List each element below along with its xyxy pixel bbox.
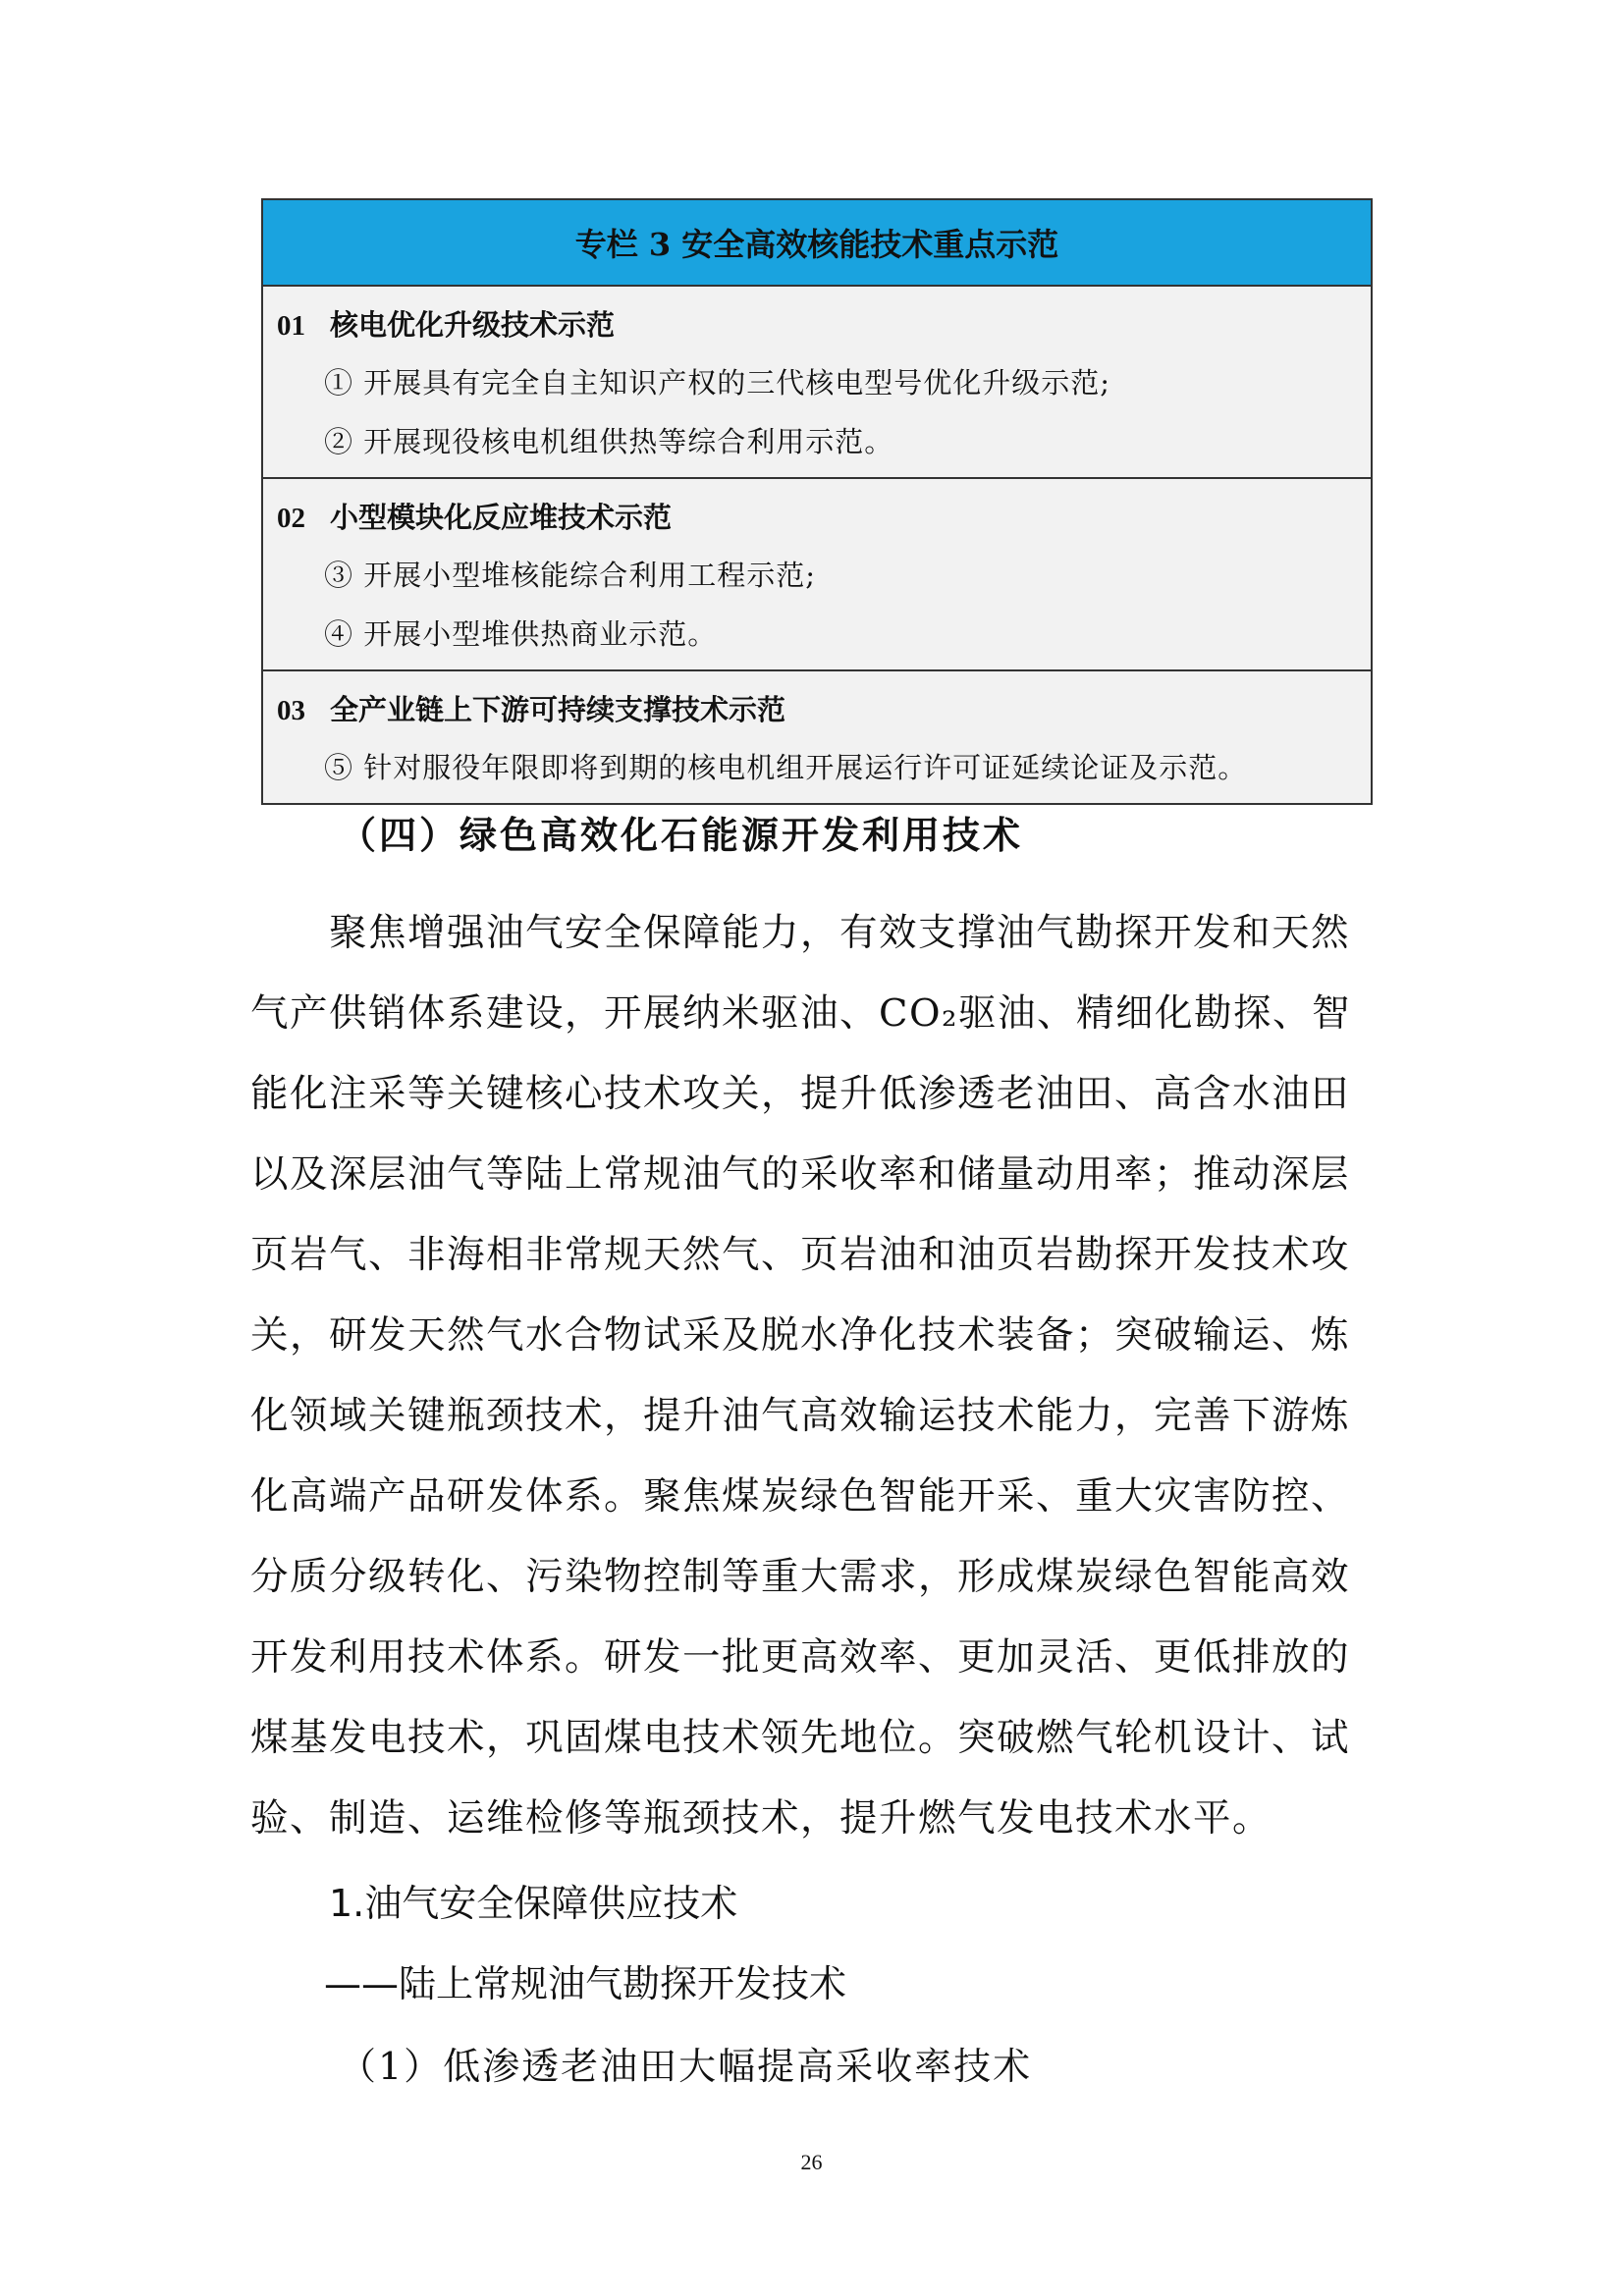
column-section-1 — [263, 287, 1371, 479]
body-line: 以及深层油气等陆上常规油气的采收率和储量动用率；推动深层 — [250, 1152, 1351, 1197]
subheading-3: （1）低渗透老油田大幅提高采收率技术 — [339, 2045, 1033, 2088]
body-line: 煤基发电技术，巩固煤电技术领先地位。突破燃气轮机设计、试 — [250, 1716, 1351, 1760]
column-section-3 — [263, 671, 1371, 803]
column-section-2 — [263, 479, 1371, 671]
section-heading-4: （四）绿色高效化石能源开发利用技术 — [339, 813, 1024, 857]
body-line: 能化注采等关键核心技术攻关，提升低渗透老油田、高含水油田 — [250, 1072, 1351, 1116]
section-heading — [263, 681, 1371, 738]
body-line: 验、制造、运维检修等瓶颈技术，提升燃气发电技术水平。 — [250, 1796, 1272, 1841]
section-item: ③ 开展小型堆核能综合利用工程示范; — [324, 559, 816, 592]
body-line: 页岩气、非海相非常规天然气、页岩油和油页岩勘探开发技术攻 — [250, 1233, 1351, 1277]
column-box — [261, 198, 1373, 805]
section-number: 01 — [277, 310, 305, 342]
subheading-2: ——陆上常规油气勘探开发技术 — [324, 1962, 847, 2005]
body-paragraph — [250, 893, 1389, 1859]
section-title: 小型模块化反应堆技术示范 — [330, 501, 673, 534]
section-heading — [263, 489, 1371, 546]
section-number: 03 — [277, 695, 305, 726]
page-number: 26 — [800, 2150, 823, 2174]
section-item: ② 开展现役核电机组供热等综合利用示范。 — [324, 425, 894, 458]
subheading-1: 1.油气安全保障供应技术 — [329, 1882, 738, 1925]
section-title: 全产业链上下游可持续支撑技术示范 — [330, 693, 786, 726]
body-line: 分质分级转化、污染物控制等重大需求，形成煤炭绿色智能高效 — [250, 1555, 1351, 1599]
section-item: ⑤ 针对服役年限即将到期的核电机组开展运行许可证延续论证及示范。 — [324, 751, 1248, 784]
body-line: 聚焦增强油气安全保障能力，有效支撑油气勘探开发和天然 — [329, 911, 1351, 955]
body-line: 化高端产品研发体系。聚焦煤炭绿色智能开采、重大灾害防控、 — [250, 1474, 1351, 1519]
body-line: 开发利用技术体系。研发一批更高效率、更加灵活、更低排放的 — [250, 1635, 1351, 1680]
body-line: 气产供销体系建设，开展纳米驱油、CO₂驱油、精细化勘探、智 — [250, 991, 1351, 1036]
section-title: 核电优化升级技术示范 — [330, 308, 616, 342]
section-item: ① 开展具有完全自主知识产权的三代核电型号优化升级示范; — [324, 366, 1110, 400]
section-heading — [263, 296, 1371, 353]
body-line: 关，研发天然气水合物试采及脱水净化技术装备；突破输运、炼 — [250, 1313, 1351, 1358]
column-box-title: 专栏 3 安全高效核能技术重点示范 — [263, 200, 1371, 287]
section-number: 02 — [277, 503, 305, 534]
body-line: 化领域关键瓶颈技术，提升油气高效输运技术能力，完善下游炼 — [250, 1394, 1351, 1438]
section-item: ④ 开展小型堆供热商业示范。 — [324, 617, 718, 651]
